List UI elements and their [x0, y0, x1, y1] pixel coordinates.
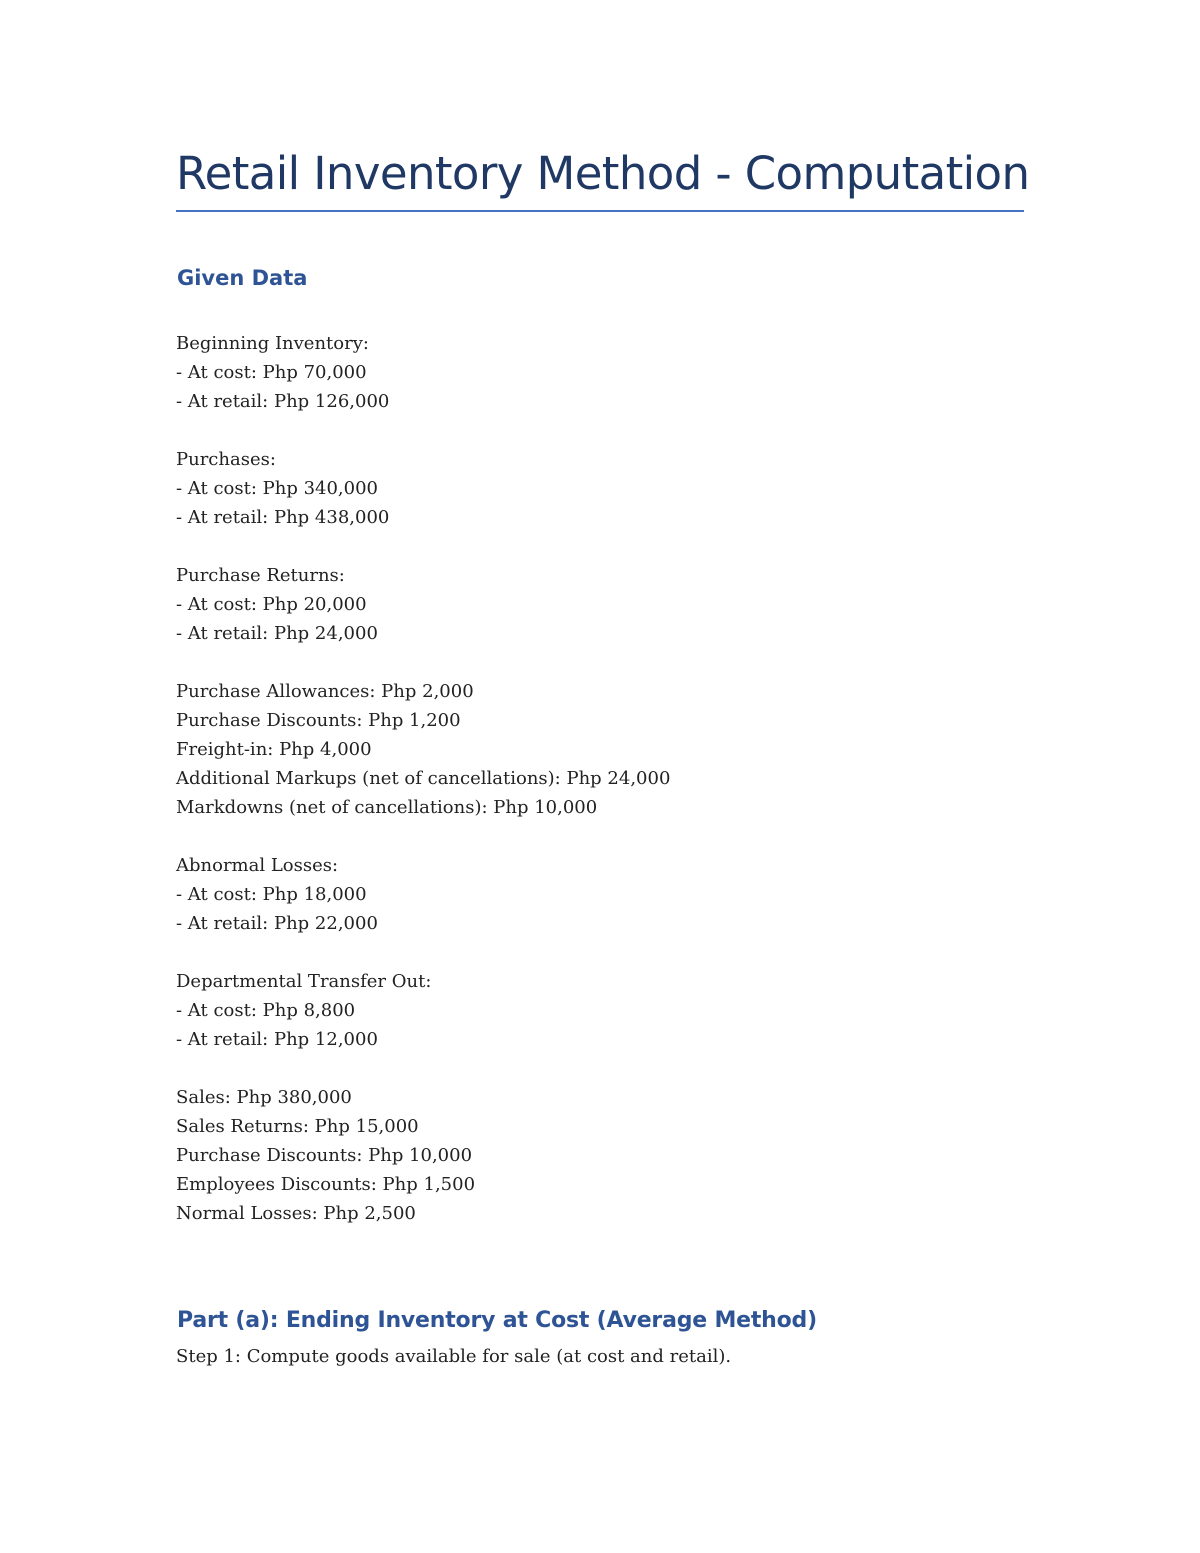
departmental-transfer-retail: - At retail: Php 12,000	[176, 1029, 378, 1050]
purchase-returns-cost: - At cost: Php 20,000	[176, 594, 367, 615]
departmental-transfer-cost: - At cost: Php 8,800	[176, 1000, 356, 1021]
purchase-discounts: Purchase Discounts: Php 1,200	[176, 710, 461, 731]
purchase-returns-retail: - At retail: Php 24,000	[176, 623, 378, 644]
spacer	[176, 648, 1036, 677]
departmental-transfer-label: Departmental Transfer Out:	[176, 971, 432, 992]
given-data-list	[176, 329, 1036, 1228]
markdowns: Markdowns (net of cancellations): Php 10,000	[176, 797, 598, 818]
page-title: Retail Inventory Method - Computation	[176, 147, 1030, 200]
sales-returns: Sales Returns: Php 15,000	[176, 1116, 419, 1137]
sales: Sales: Php 380,000	[176, 1087, 352, 1108]
beginning-inventory-cost: - At cost: Php 70,000	[176, 362, 367, 383]
additional-markups: Additional Markups (net of cancellations): Php 24,000	[176, 768, 671, 789]
spacer	[176, 416, 1036, 445]
employees-discounts: Employees Discounts: Php 1,500	[176, 1174, 476, 1195]
normal-losses: Normal Losses: Php 2,500	[176, 1203, 416, 1224]
purchase-allowances: Purchase Allowances: Php 2,000	[176, 681, 474, 702]
purchase-discounts-2: Purchase Discounts: Php 10,000	[176, 1145, 473, 1166]
purchases-cost: - At cost: Php 340,000	[176, 478, 378, 499]
purchases-label: Purchases:	[176, 449, 276, 470]
given-data-heading: Given Data	[177, 266, 308, 290]
abnormal-losses-cost: - At cost: Php 18,000	[176, 884, 367, 905]
purchases-retail: - At retail: Php 438,000	[176, 507, 390, 528]
spacer	[176, 822, 1036, 851]
beginning-inventory-label: Beginning Inventory:	[176, 333, 369, 354]
freight-in: Freight-in: Php 4,000	[176, 739, 372, 760]
spacer	[176, 1054, 1036, 1083]
purchase-returns-label: Purchase Returns:	[176, 565, 345, 586]
title-underline	[176, 210, 1024, 212]
beginning-inventory-retail: - At retail: Php 126,000	[176, 391, 390, 412]
spacer	[176, 532, 1036, 561]
spacer	[176, 938, 1036, 967]
part-a-heading: Part (a): Ending Inventory at Cost (Average Method)	[177, 1308, 817, 1333]
step-1-text: Step 1: Compute goods available for sale (at cost and retail).	[176, 1346, 732, 1367]
abnormal-losses-retail: - At retail: Php 22,000	[176, 913, 378, 934]
abnormal-losses-label: Abnormal Losses:	[176, 855, 339, 876]
